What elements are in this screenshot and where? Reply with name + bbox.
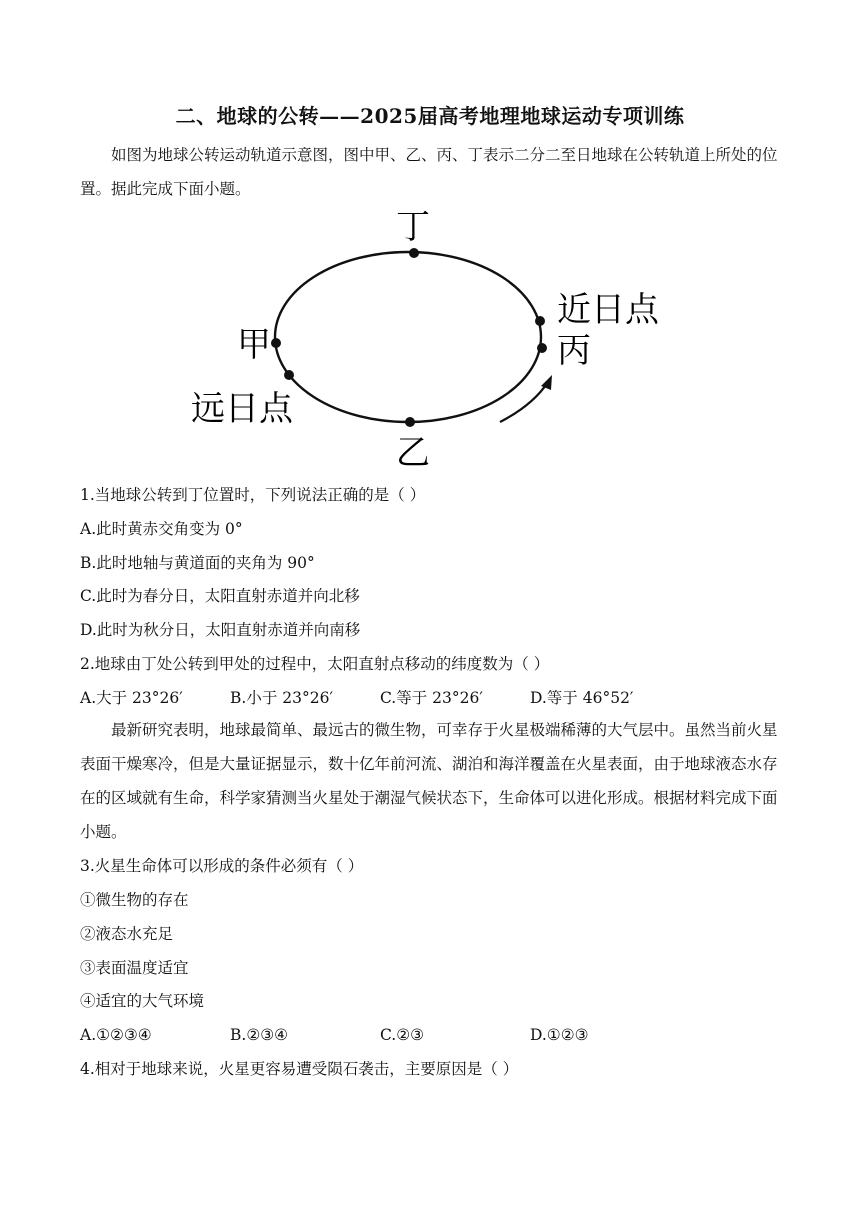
position-jia-dot [271, 338, 281, 348]
page-title: 二、地球的公转——2025届高考地理地球运动专项训练 [175, 104, 685, 128]
position-bing-dot [537, 343, 547, 353]
direction-arrow [500, 382, 548, 422]
aphelion-dot [284, 370, 294, 380]
q2-option-a[interactable]: A.大于 23°26′ [80, 689, 183, 707]
q1-stem: 1.当地球公转到丁位置时，下列说法正确的是（ ） [80, 486, 426, 504]
label-aphelion: 远日点 [191, 389, 293, 429]
q3-item-2: ②液态水充足 [80, 925, 174, 943]
label-perihelion: 近日点 [557, 290, 659, 330]
q3-options [80, 1025, 589, 1045]
q3-item-1: ①微生物的存在 [80, 891, 189, 909]
q1-option-c[interactable]: C.此时为春分日，太阳直射赤道并向北移 [80, 587, 360, 605]
q3-option-d[interactable]: D.①②③ [530, 1026, 589, 1044]
q3-item-4: ④适宜的大气环境 [80, 992, 205, 1010]
q2-options [80, 688, 633, 708]
orbit-diagram [185, 200, 675, 470]
q1-option-b[interactable]: B.此时地轴与黄道面的夹角为 90° [80, 554, 315, 572]
q3-option-b[interactable]: B.②③④ [230, 1026, 289, 1044]
position-ding-dot [409, 248, 419, 258]
q2-option-b[interactable]: B.小于 23°26′ [230, 689, 333, 707]
perihelion-dot [535, 316, 545, 326]
q1-option-a[interactable]: A.此时黄赤交角变为 0° [80, 520, 243, 538]
q2-option-c[interactable]: C.等于 23°26′ [380, 689, 483, 707]
q2-option-d[interactable]: D.等于 46°52′ [530, 689, 634, 707]
intro-paragraph-1: 如图为地球公转运动轨道示意图，图中甲、乙、丙、丁表示二分二至日地球在公转轨道上所处的位置。据此完成下面小题。 [80, 146, 778, 198]
q2-stem: 2.地球由丁处公转到甲处的过程中，太阳直射点移动的纬度数为（ ） [80, 655, 550, 673]
q3-stem: 3.火星生命体可以形成的条件必须有（ ） [80, 857, 364, 875]
label-jia: 甲 [237, 325, 271, 365]
position-yi-dot [405, 417, 415, 427]
q3-option-a[interactable]: A.①②③④ [80, 1026, 152, 1044]
q4-stem: 4.相对于地球来说，火星更容易遭受陨石袭击，主要原因是（ ） [80, 1060, 519, 1078]
q3-option-c[interactable]: C.②③ [380, 1026, 425, 1044]
label-ding: 丁 [396, 207, 430, 247]
orbit-ellipse [275, 252, 541, 422]
intro-paragraph-2: 最新研究表明，地球最简单、最远古的微生物，可幸存于火星极端稀薄的大气层中。虽然当前火星表面干燥寒冷，但是大量证据显示，数十亿年前河流、湖泊和海洋覆盖在火星表面，由于地球液态水存在的区域就有生命，科学家猜测当火星处于潮湿气候状态下，生命体可以进化形成。根据材料完成下面小题。 [80, 721, 778, 841]
label-yi: 乙 [396, 433, 430, 470]
label-bing: 丙 [557, 331, 591, 371]
q1-option-d[interactable]: D.此时为秋分日，太阳直射赤道并向南移 [80, 621, 361, 639]
q3-item-3: ③表面温度适宜 [80, 959, 189, 977]
